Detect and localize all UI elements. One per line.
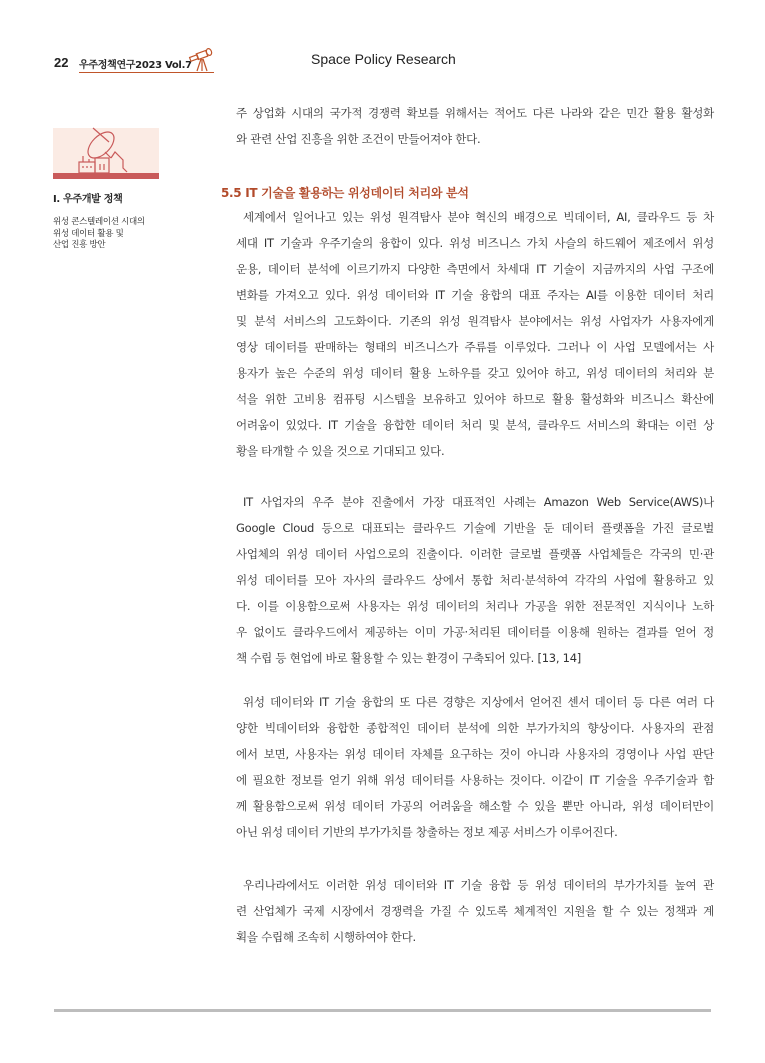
text-line: 책 수립 등 현업에 바로 활용할 수 있는 환경이 구축되어 있다. [13, 14] (236, 651, 582, 665)
text-line: 용자가 높은 수준의 위성 데이터 활용 노하우를 갖고 있어야 하고, 위성 데이터의 처리와 분 (236, 366, 714, 380)
text-line: IT 사업자의 우주 분야 진출에서 가장 대표적인 사례는 Amazon Web Service(AWS)나 (243, 495, 714, 509)
text-line: 운용, 데이터 분석에 이르기까지 다양한 측면에서 차세대 IT 기술이 지금까지의 사업 구조에 (236, 262, 714, 276)
text-line: 주 상업화 시대의 국가적 경쟁력 확보를 위해서는 적어도 다른 나라와 같은 민간 활용 활성화 (236, 106, 714, 120)
topic-line: 위성 콘스텔레이션 시대의 (53, 217, 145, 227)
paragraph-3 (236, 689, 714, 845)
text-line: 어려움이 있었다. IT 기술을 융합한 데이터 처리 및 분석, 클라우드 서비스의 확대는 이런 상 (236, 418, 714, 432)
topic-line: 산업 진흥 방안 (53, 240, 106, 250)
paragraph-1 (236, 204, 714, 464)
text-line: 획을 수립해 조속히 시행하여야 한다. (236, 930, 416, 944)
satellite-dish-icon (53, 120, 159, 179)
paragraph-2 (236, 489, 714, 671)
journal-title: 우주정책연구2023 Vol.7 (79, 60, 192, 71)
text-line: 및 분석 서비스의 고도화이다. 기존의 위성 원격탐사 분야에서는 위성 사업자가 사용자에게 (236, 314, 714, 328)
text-line: 위성 데이터와 IT 기술 융합의 또 다른 경향은 지상에서 얻어진 센서 데이터 등 다른 여러 다 (243, 695, 714, 709)
text-line: 위성 데이터를 모아 자사의 클라우드 상에서 통합 처리·분석하여 각각의 사업에 활용하고 있 (236, 573, 714, 587)
text-line: Google Cloud 등으로 대표되는 클라우드 기술에 기반을 둔 데이터 플랫폼을 가진 글로벌 (236, 521, 714, 535)
text-line: 양한 빅데이터와 융합한 종합적인 데이터 분석에 의한 부가가치의 향상이다. 사용자의 관점 (236, 721, 714, 735)
topic-line: 위성 데이터 활용 및 (53, 228, 124, 239)
page-number: 22 (54, 55, 69, 70)
intro-paragraph (236, 100, 714, 152)
text-line: 다. 이를 이용함으로써 사용자는 위성 데이터의 처리나 가공을 위한 전문적인 지식이나 노하 (236, 599, 714, 613)
text-line: 에서 보면, 사용자는 위성 데이터 자체를 요구하는 것이 아니라 사용자의 경영이나 사업 판단 (236, 747, 714, 761)
telescope-icon (187, 47, 215, 73)
text-line: 련 산업체가 국제 시장에서 경쟁력을 가질 수 있도록 체계적인 지원을 할 수 있는 정책과 계 (236, 904, 714, 918)
page-header (0, 0, 765, 80)
text-line: 께 활용함으로써 위성 데이터 가공의 어려움을 해소할 수 있을 뿐만 아니라, 위성 데이터만이 (236, 799, 714, 813)
text-line: 우리나라에서도 이러한 위성 데이터와 IT 기술 융합 등 위성 데이터의 부가가치를 높여 관 (243, 878, 714, 892)
running-title: Space Policy Research (311, 51, 456, 67)
text-line: 아닌 위성 데이터 기반의 부가가치를 창출하는 정보 제공 서비스가 이루어진다. (236, 825, 618, 839)
paragraph-4 (236, 872, 714, 950)
text-line: 에 필요한 정보를 얻기 위해 위성 데이터를 사용하는 것이다. 이같이 IT 기술을 우주기술과 함 (236, 773, 714, 787)
text-line: 변화를 가져오고 있다. 위성 데이터와 IT 기술 융합의 대표 주자는 AI를 이용한 데이터 처리 (236, 288, 714, 302)
chapter-label: I. 우주개발 정책 (53, 194, 123, 205)
section-heading: 5.5 IT 기술을 활용하는 위성데이터 처리와 분석 (221, 186, 469, 200)
text-line: 사업체의 위성 데이터 사업으로의 진출이다. 이러한 글로벌 플랫폼 사업체들은 각국의 민·관 (236, 547, 714, 561)
topic-label (53, 217, 145, 252)
text-line: 세대 IT 기술과 우주기술의 융합이 있다. 위성 비즈니스 가치 사슬의 하드웨어 제조에서 위성 (236, 236, 714, 250)
text-line: 세계에서 일어나고 있는 위성 원격탐사 분야 혁신의 배경으로 빅데이터, AI, 클라우드 등 차 (243, 210, 714, 224)
text-line: 영상 데이터를 판매하는 형태의 비즈니스가 주류를 이루었다. 그러나 이 사업 모델에서는 사 (236, 340, 714, 354)
footer-rule (54, 1009, 711, 1012)
text-line: 석을 위한 고비용 컴퓨팅 시스템을 보유하고 있어야 하므로 활용 활성화와 비즈니스 확산에 (236, 392, 714, 406)
text-line: 황을 타개할 수 있을 것으로 기대되고 있다. (236, 444, 445, 458)
text-line: 와 관련 산업 진흥을 위한 조건이 만들어져야 한다. (236, 132, 481, 146)
text-line: 우 없이도 클라우드에서 제공하는 이미 가공·처리된 데이터를 이용해 원하는 결과를 얻어 정 (236, 625, 714, 639)
